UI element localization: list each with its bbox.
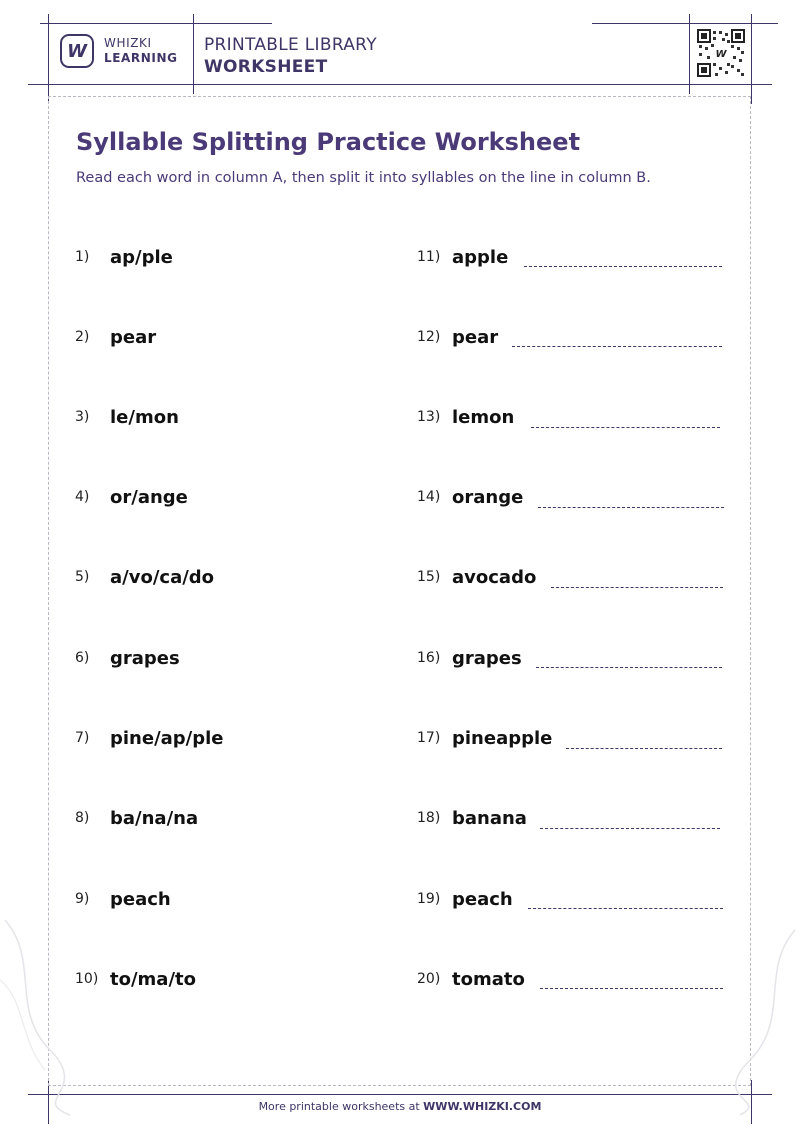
frame-rule-right-vertical-top xyxy=(689,14,690,94)
item-word: or/ange xyxy=(110,486,188,508)
item-word: avocado xyxy=(452,566,537,588)
answer-line[interactable] xyxy=(538,507,724,508)
item-number: 8) xyxy=(75,810,90,826)
item-word: pineapple xyxy=(452,727,553,749)
item-number: 13) xyxy=(417,409,441,425)
footer-prefix: More printable worksheets at xyxy=(258,1100,424,1113)
item-word: pear xyxy=(452,326,499,348)
footer-link[interactable]: WWW.WHIZKI.COM xyxy=(423,1100,542,1113)
page-footer xyxy=(0,1100,800,1113)
item-number: 16) xyxy=(417,650,441,666)
item-word: grapes xyxy=(452,647,522,669)
logo-mark-icon xyxy=(60,34,94,68)
item-number: 3) xyxy=(75,409,90,425)
frame-rule-header-bottom xyxy=(28,84,772,85)
frame-rule-bottom xyxy=(28,1094,772,1095)
item-number: 7) xyxy=(75,730,90,746)
item-word: ap/ple xyxy=(110,246,173,268)
item-number: 14) xyxy=(417,489,441,505)
item-number: 9) xyxy=(75,891,90,907)
worksheet-dashed-border xyxy=(48,96,751,1086)
item-word: grapes xyxy=(110,647,180,669)
item-word: peach xyxy=(452,888,513,910)
item-number: 12) xyxy=(417,329,441,345)
svg-text:W: W xyxy=(715,49,727,60)
frame-rule-divider xyxy=(193,14,194,94)
decorative-doodle-right xyxy=(720,920,800,1120)
brand-line-1: WHIZKI xyxy=(104,36,152,50)
answer-line[interactable] xyxy=(512,346,722,347)
brand-logo xyxy=(60,34,178,68)
answer-line[interactable] xyxy=(540,988,723,989)
frame-rule-top-left xyxy=(40,23,272,24)
item-number: 1) xyxy=(75,249,90,265)
worksheet-instructions: Read each word in column A, then split it into syllables on the line in column B. xyxy=(76,170,651,186)
item-word: banana xyxy=(452,807,527,829)
answer-line[interactable] xyxy=(540,828,720,829)
logo-letter: W xyxy=(67,40,87,62)
library-heading xyxy=(204,34,377,78)
library-line-1: PRINTABLE LIBRARY xyxy=(204,35,377,55)
item-number: 11) xyxy=(417,249,441,265)
item-word: pear xyxy=(110,326,157,348)
decorative-doodle xyxy=(0,900,90,1120)
answer-line[interactable] xyxy=(528,908,723,909)
item-word: ba/na/na xyxy=(110,807,199,829)
qr-code-icon[interactable] xyxy=(697,29,745,77)
item-number: 10) xyxy=(75,971,99,987)
item-word: pine/ap/ple xyxy=(110,727,224,749)
library-line-2: WORKSHEET xyxy=(204,57,328,77)
answer-line[interactable] xyxy=(551,587,723,588)
item-number: 17) xyxy=(417,730,441,746)
item-number: 18) xyxy=(417,810,441,826)
answer-line[interactable] xyxy=(524,266,722,267)
item-number: 5) xyxy=(75,569,90,585)
item-number: 6) xyxy=(75,650,90,666)
item-word: a/vo/ca/do xyxy=(110,566,215,588)
item-word: lemon xyxy=(452,406,515,428)
item-word: to/ma/to xyxy=(110,968,196,990)
item-word: tomato xyxy=(452,968,525,990)
item-number: 19) xyxy=(417,891,441,907)
item-number: 4) xyxy=(75,489,90,505)
answer-line[interactable] xyxy=(536,667,722,668)
item-number: 2) xyxy=(75,329,90,345)
item-word: le/mon xyxy=(110,406,179,428)
item-word: orange xyxy=(452,486,524,508)
brand-line-2: LEARNING xyxy=(104,51,178,65)
frame-rule-left-vertical-top xyxy=(48,14,49,104)
item-number: 20) xyxy=(417,971,441,987)
answer-line[interactable] xyxy=(566,748,722,749)
item-word: apple xyxy=(452,246,509,268)
item-word: peach xyxy=(110,888,171,910)
item-number: 15) xyxy=(417,569,441,585)
answer-line[interactable] xyxy=(531,427,720,428)
frame-rule-right-vertical xyxy=(751,14,752,104)
worksheet-title: Syllable Splitting Practice Worksheet xyxy=(76,128,581,156)
brand-name xyxy=(104,36,178,66)
